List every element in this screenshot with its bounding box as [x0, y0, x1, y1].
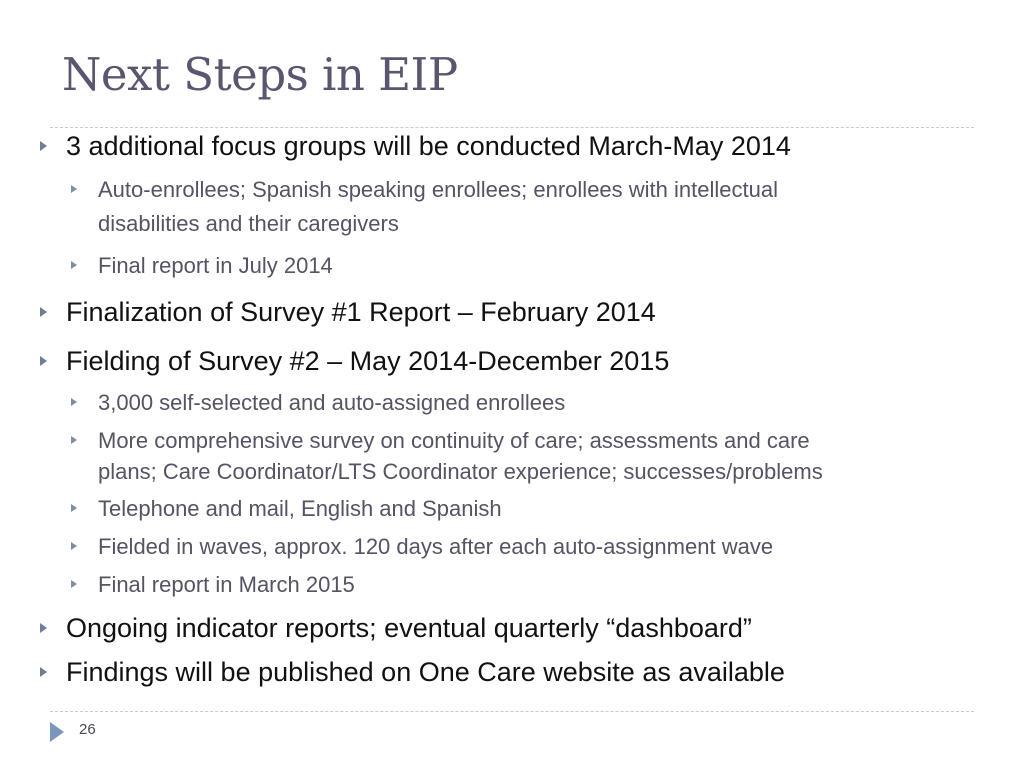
sub-bullet-text: Telephone and mail, English and Spanish	[98, 496, 502, 521]
bullet-text: 3 additional focus groups will be conducted March-May 2014	[66, 131, 791, 161]
sub-bullet-text: Auto-enrollees; Spanish speaking enrollees; enrollees with intellectual	[98, 177, 778, 202]
sub-bullet-item	[98, 387, 565, 419]
bullet-item	[66, 296, 656, 328]
triangle-right-icon	[71, 398, 77, 406]
bullet-item	[66, 656, 785, 688]
triangle-right-icon	[40, 307, 47, 317]
sub-bullet-text: 3,000 self-selected and auto-assigned enrollees	[98, 390, 566, 415]
bullet-text: Findings will be published on One Care website as available	[66, 657, 785, 687]
triangle-right-icon	[71, 504, 77, 512]
triangle-right-icon	[71, 436, 77, 444]
bullet-item	[66, 130, 791, 162]
sub-bullet-text: disabilities and their caregivers	[98, 211, 399, 236]
bullet-text: Ongoing indicator reports; eventual quarterly “dashboard”	[66, 613, 752, 643]
bullet-item	[66, 612, 752, 644]
triangle-right-icon	[40, 623, 47, 633]
sub-bullet-text: More comprehensive survey on continuity of care; assessments and care	[98, 428, 810, 453]
sub-bullet-text: Final report in July 2014	[98, 253, 333, 278]
triangle-right-icon	[40, 667, 47, 677]
sub-bullet-text: Final report in March 2015	[98, 572, 355, 597]
sub-bullet-item	[98, 531, 773, 563]
triangle-right-icon	[71, 580, 77, 588]
sub-bullet-text: Fielded in waves, approx. 120 days after each auto-assignment wave	[98, 534, 774, 559]
triangle-right-icon	[50, 722, 64, 742]
bullet-item	[66, 345, 669, 377]
sub-bullet-text: plans; Care Coordinator/LTS Coordinator experience; successes/problems	[98, 459, 823, 484]
sub-bullet-item	[98, 493, 502, 525]
sub-bullet-item	[98, 250, 333, 282]
sub-bullet-item	[98, 569, 355, 601]
sub-bullet-continuation	[98, 456, 823, 488]
triangle-right-icon	[40, 356, 47, 366]
sub-bullet-item	[98, 425, 810, 457]
sub-bullet-item	[98, 174, 778, 206]
triangle-right-icon	[71, 542, 77, 550]
bullet-text: Fielding of Survey #2 – May 2014-December 2015	[66, 346, 670, 376]
triangle-right-icon	[71, 185, 77, 193]
sub-bullet-continuation	[98, 208, 399, 240]
slide-title: Next Steps in EIP	[62, 48, 458, 101]
bullet-text: Finalization of Survey #1 Report – February 2014	[66, 297, 656, 327]
triangle-right-icon	[40, 141, 47, 151]
footer-divider	[50, 711, 974, 712]
triangle-right-icon	[71, 261, 77, 269]
page-number: 26	[79, 721, 96, 738]
